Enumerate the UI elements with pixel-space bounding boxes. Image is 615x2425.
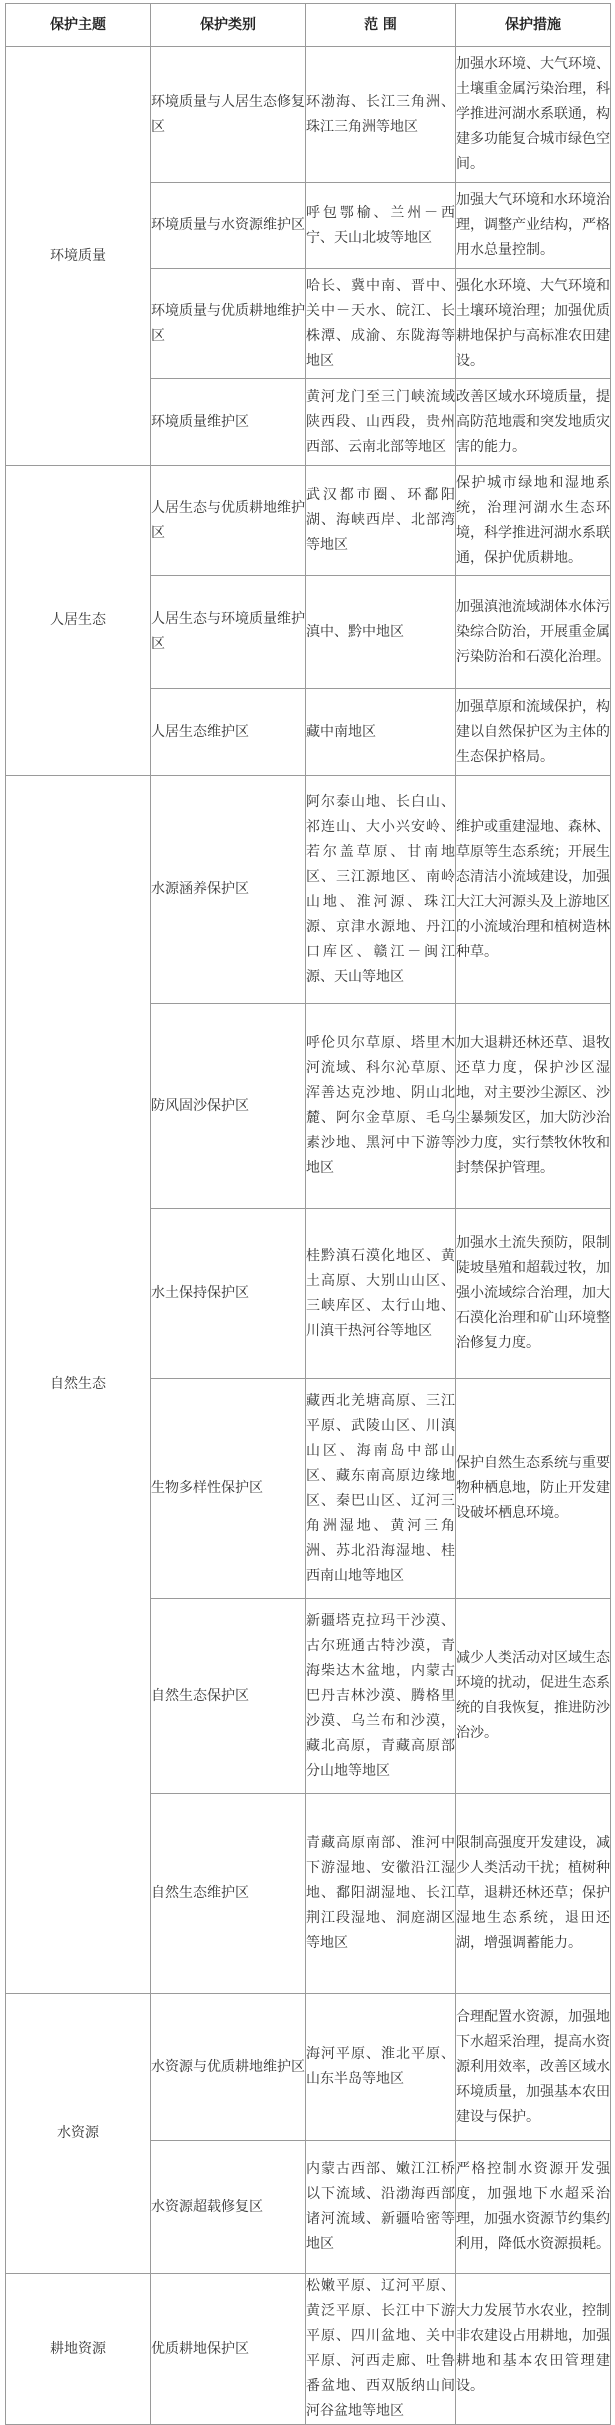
category-cell: 环境质量与人居生态修复区 (151, 47, 306, 183)
measures-cell: 加强大气环境和水环境治理，调整产业结构，严格用水总量控制。 (456, 183, 611, 269)
measures-cell: 改善区域水环境质量，提高防范地震和突发地质灾害的能力。 (456, 379, 611, 466)
scope-cell: 阿尔泰山地、长白山、祁连山、大小兴安岭、若尔盖草原、甘南地区、三江源地区、南岭山地、淮河源、珠江源、京津水源地、丹江口库区、赣江－闽江源、天山等地区 (306, 776, 456, 1004)
measures-cell: 保护自然生态系统与重要物种栖息地，防止开发建设破坏栖息环境。 (456, 1379, 611, 1599)
scope-cell: 内蒙古西部、嫩江江桥以下流域、沿渤海西部诸河流域、新疆哈密等地区 (306, 2141, 456, 2274)
scope-cell: 新疆塔克拉玛干沙漠、古尔班通古特沙漠，青海柴达木盆地，内蒙古巴丹吉林沙漠、腾格里沙漠、乌兰布和沙漠，藏北高原，青藏高原部分山地等地区 (306, 1599, 456, 1794)
category-cell: 人居生态与优质耕地维护区 (151, 466, 306, 576)
category-cell: 水资源超载修复区 (151, 2141, 306, 2274)
scope-cell: 呼包鄂榆、兰州－西宁、天山北坡等地区 (306, 183, 456, 269)
header-row (6, 4, 611, 47)
table-row (6, 1994, 611, 2141)
table-row (6, 47, 611, 183)
measures-cell: 强化水环境、大气环境和土壤环境治理；加强优质耕地保护与高标准农田建设。 (456, 269, 611, 379)
table-row (6, 466, 611, 576)
category-cell: 优质耕地保护区 (151, 2274, 306, 2425)
scope-cell: 青藏高原南部、淮河中下游湿地、安徽沿江湿地、鄱阳湖湿地、长江荆江段湿地、洞庭湖区等地区 (306, 1794, 456, 1994)
theme-cell: 环境质量 (6, 47, 151, 466)
measures-cell: 保护城市绿地和湿地系统，治理河湖水生态环境，科学推进河湖水系联通，保护优质耕地。 (456, 466, 611, 576)
category-cell: 环境质量维护区 (151, 379, 306, 466)
scope-cell: 藏西北羌塘高原、三江平原、武陵山区、川滇山区、海南岛中部山区、藏东南高原边缘地区、秦巴山区、辽河三角洲湿地、黄河三角洲、苏北沿海湿地、桂西南山地等地区 (306, 1379, 456, 1599)
theme-cell: 水资源 (6, 1994, 151, 2274)
category-cell: 水资源与优质耕地维护区 (151, 1994, 306, 2141)
header-measures: 保护措施 (456, 4, 611, 47)
table-row (6, 2274, 611, 2425)
scope-cell: 环渤海、长江三角洲、珠江三角洲等地区 (306, 47, 456, 183)
theme-cell: 自然生态 (6, 776, 151, 1994)
measures-cell: 维护或重建湿地、森林、草原等生态系统；开展生态清洁小流域建设，加强大江大河源头及上游地区的小流域治理和植树造林种草。 (456, 776, 611, 1004)
measures-cell: 加强草原和流域保护，构建以自然保护区为主体的生态保护格局。 (456, 689, 611, 776)
theme-cell: 耕地资源 (6, 2274, 151, 2425)
category-cell: 环境质量与优质耕地维护区 (151, 269, 306, 379)
measures-cell: 大力发展节水农业，控制非农建设占用耕地，加强耕地和基本农田管理建设。 (456, 2274, 611, 2425)
category-cell: 防风固沙保护区 (151, 1004, 306, 1209)
category-cell: 自然生态保护区 (151, 1599, 306, 1794)
category-cell: 人居生态维护区 (151, 689, 306, 776)
category-cell: 水源涵养保护区 (151, 776, 306, 1004)
category-cell: 环境质量与水资源维护区 (151, 183, 306, 269)
scope-cell: 桂黔滇石漠化地区、黄土高原、大别山山区、三峡库区、太行山地、川滇干热河谷等地区 (306, 1209, 456, 1379)
header-scope: 范 围 (306, 4, 456, 47)
table-row (6, 776, 611, 1004)
measures-cell: 限制高强度开发建设，减少人类活动干扰；植树种草，退耕还林还草；保护湿地生态系统，退田还湖，增强调蓄能力。 (456, 1794, 611, 1994)
header-theme: 保护主题 (6, 4, 151, 47)
category-cell: 人居生态与环境质量维护区 (151, 576, 306, 689)
theme-cell: 人居生态 (6, 466, 151, 776)
scope-cell: 藏中南地区 (306, 689, 456, 776)
protection-table (5, 3, 611, 2425)
scope-cell: 海河平原、淮北平原、山东半岛等地区 (306, 1994, 456, 2141)
measures-cell: 加强水环境、大气环境、土壤重金属污染治理，科学推进河湖水系联通，构建多功能复合城市绿色空间。 (456, 47, 611, 183)
scope-cell: 滇中、黔中地区 (306, 576, 456, 689)
scope-cell: 松嫩平原、辽河平原、黄泛平原、长江中下游平原、四川盆地、关中平原、河西走廊、吐鲁番盆地、西双版纳山间河谷盆地等地区 (306, 2274, 456, 2425)
scope-cell: 武汉都市圈、环鄱阳湖、海峡西岸、北部湾等地区 (306, 466, 456, 576)
measures-cell: 合理配置水资源，加强地下水超采治理，提高水资源利用效率，改善区域水环境质量，加强基本农田建设与保护。 (456, 1994, 611, 2141)
category-cell: 生物多样性保护区 (151, 1379, 306, 1599)
measures-cell: 加大退耕还林还草、退牧还草力度，保护沙区湿地，对主要沙尘源区、沙尘暴频发区，加大防沙治沙力度，实行禁牧休牧和封禁保护管理。 (456, 1004, 611, 1209)
measures-cell: 加强水土流失预防，限制陡坡垦殖和超载过牧，加强小流域综合治理，加大石漠化治理和矿山环境整治修复力度。 (456, 1209, 611, 1379)
measures-cell: 严格控制水资源开发强度，加强地下水超采治理，加强水资源节约集约利用，降低水资源损耗。 (456, 2141, 611, 2274)
header-category: 保护类别 (151, 4, 306, 47)
scope-cell: 呼伦贝尔草原、塔里木河流域、科尔沁草原、浑善达克沙地、阴山北麓、阿尔金草原、毛乌素沙地、黑河中下游等地区 (306, 1004, 456, 1209)
scope-cell: 黄河龙门至三门峡流域陕西段、山西段，贵州西部、云南北部等地区 (306, 379, 456, 466)
measures-cell: 减少人类活动对区域生态环境的扰动，促进生态系统的自我恢复，推进防沙治沙。 (456, 1599, 611, 1794)
scope-cell: 哈长、冀中南、晋中、关中－天水、皖江、长株潭、成渝、东陇海等地区 (306, 269, 456, 379)
category-cell: 自然生态维护区 (151, 1794, 306, 1994)
measures-cell: 加强滇池流域湖体水体污染综合防治，开展重金属污染防治和石漠化治理。 (456, 576, 611, 689)
category-cell: 水土保持保护区 (151, 1209, 306, 1379)
